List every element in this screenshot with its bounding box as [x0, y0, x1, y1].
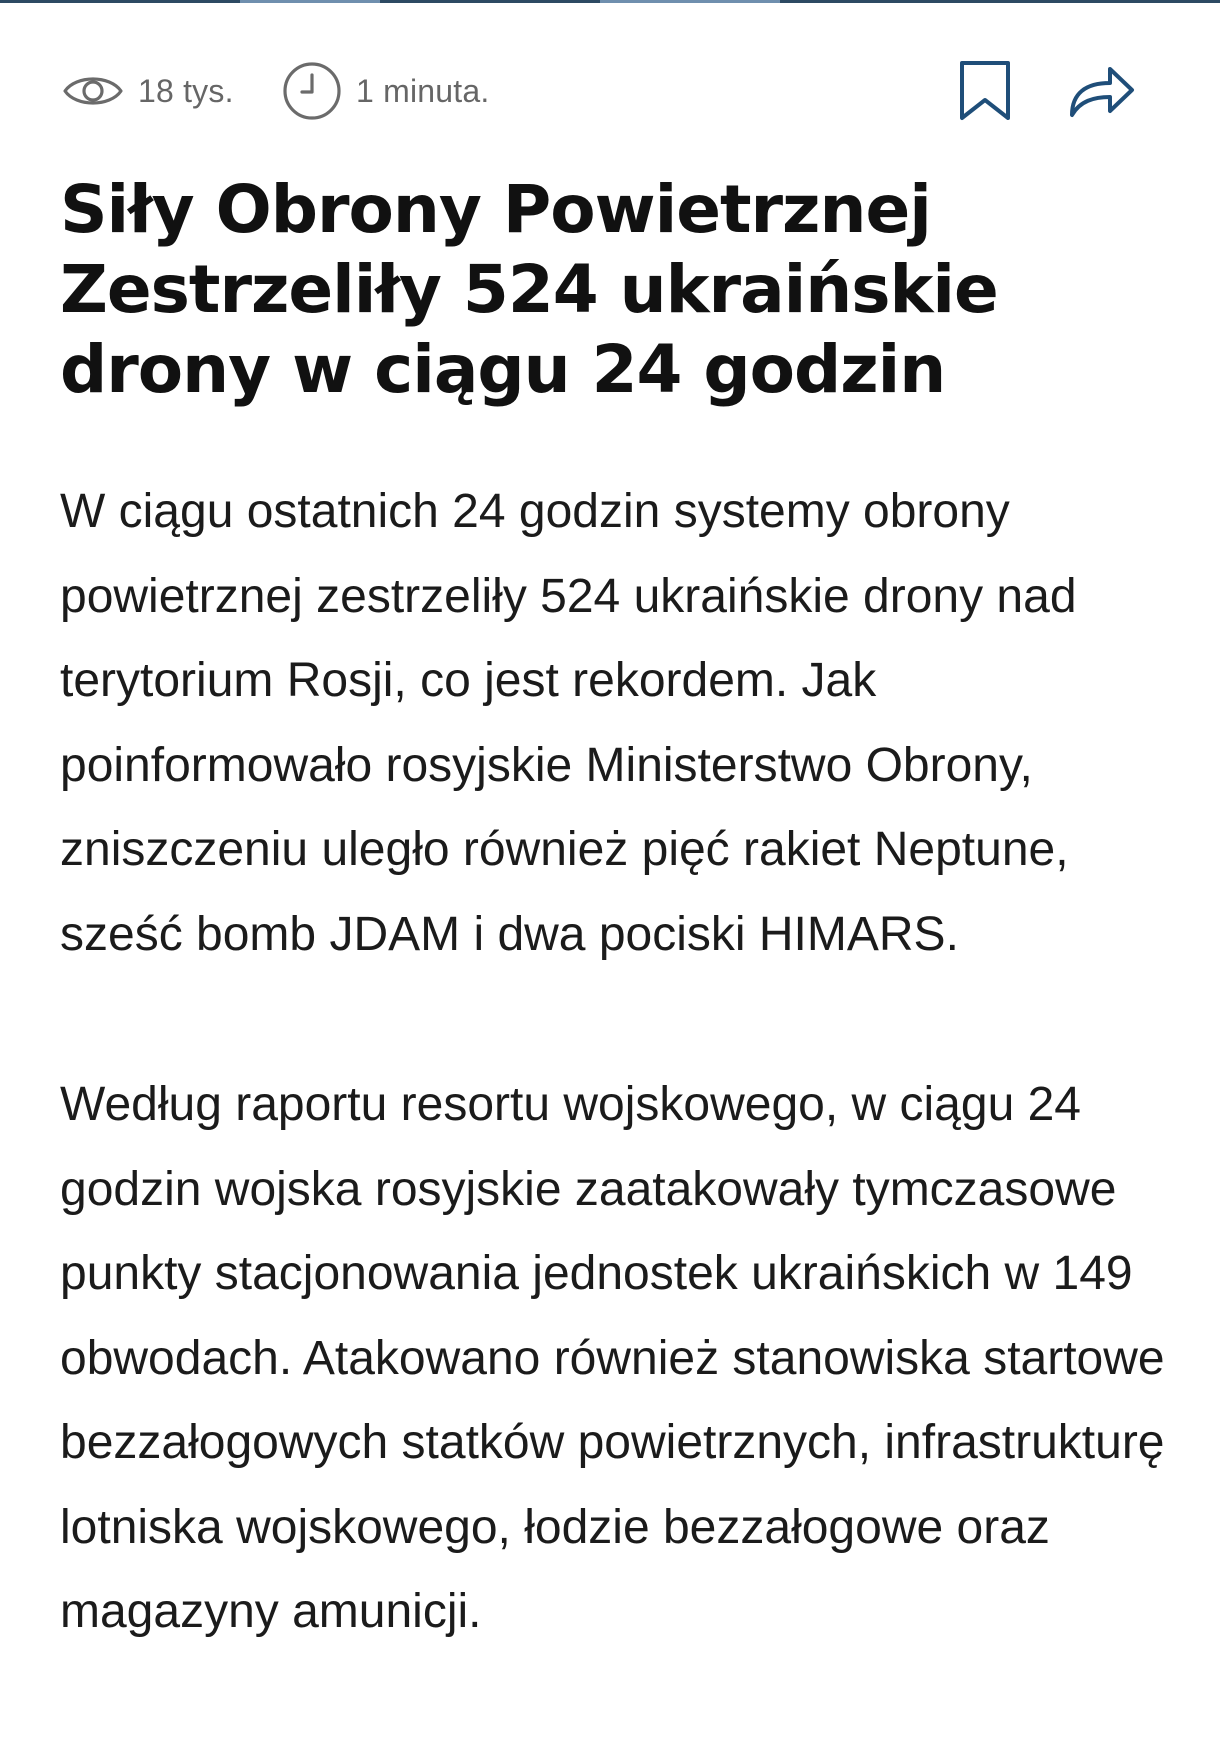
top-progress-segment — [240, 0, 380, 3]
views-count-label: 18 tys. — [138, 72, 234, 109]
article-paragraph: W ciągu ostatnich 24 godzin systemy obrony powietrznej zestrzeliły 524 ukraińskie drony nad terytorium Rosji, co jest rekordem. Jak poinformowało rosyjskie Ministerstwo Obrony, zniszczeniu uległo również pięć rakiet Neptune, sześć bomb JDAM i dwa pociski HIMARS. — [60, 485, 1077, 961]
clock-icon — [282, 61, 342, 121]
share-button[interactable] — [1062, 56, 1142, 126]
read-time-label: 1 minuta. — [356, 72, 490, 109]
top-progress-bar — [0, 0, 1220, 3]
bookmark-icon — [957, 59, 1013, 123]
top-progress-segment — [600, 0, 780, 3]
article-body — [60, 470, 1180, 1741]
views-count — [62, 56, 234, 126]
eye-icon — [62, 71, 124, 111]
bookmark-button[interactable] — [950, 56, 1020, 126]
share-icon — [1068, 63, 1136, 119]
article-paragraph: Według raportu resortu wojskowego, w ciągu 24 godzin wojska rosyjskie zaatakowały tymczasowe punkty stacjonowania jednostek ukraińskich w 149 obwodach. Atakowano również stanowiska startowe bezzałogowych statków powietrznych, infrastrukturę lotniska wojskowego, łodzie bezzałogowe oraz magazyny amunicji. — [60, 1078, 1165, 1638]
read-time — [282, 56, 489, 126]
article-meta-bar — [62, 56, 1132, 126]
article-title: Siły Obrony Powietrznej Zestrzeliły 524 ukraińskie drony w ciągu 24 godzin — [60, 171, 998, 408]
